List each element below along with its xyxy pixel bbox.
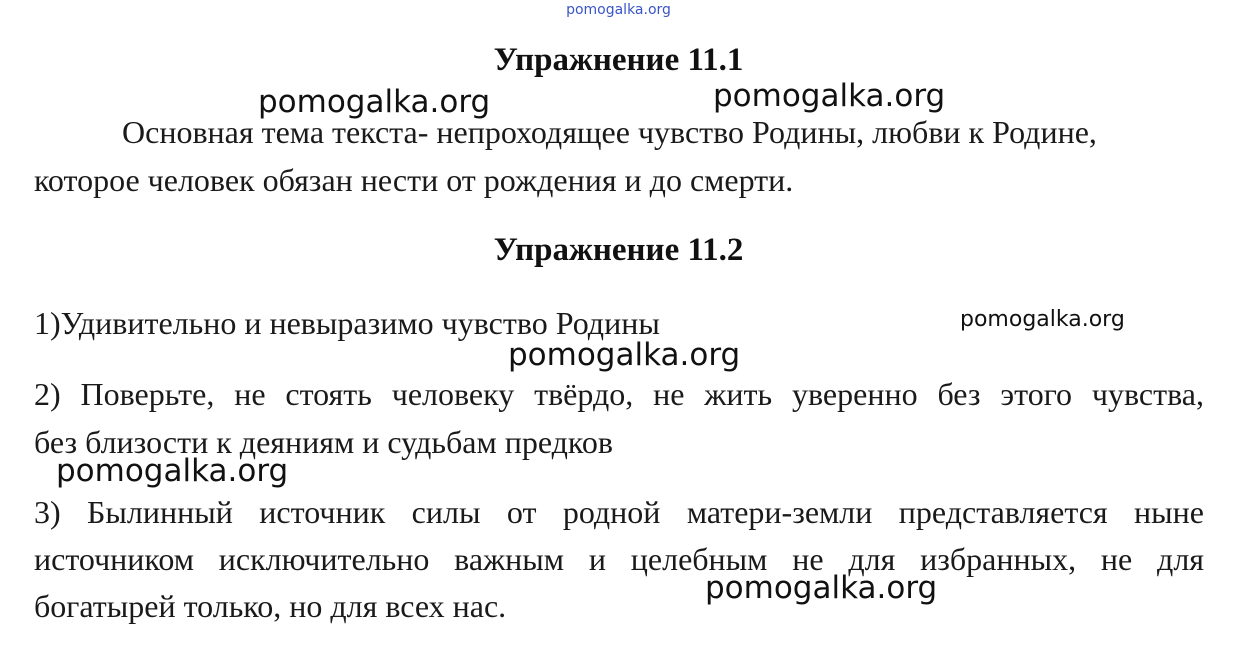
exercise-11-2-item-1: 1)Удивительно и невыразимо чувство Родины (34, 305, 660, 341)
watermark: pomogalka.org (960, 307, 1125, 332)
top-watermark: pomogalka.org (566, 2, 671, 18)
exercise-11-2-item-2-line-1: 2) Поверьте, не стоять человеку твёрдо, не жить уверенно без этого чувства, (34, 376, 1204, 412)
watermark: pomogalka.org (508, 337, 741, 373)
exercise-11-1-heading: Упражнение 11.1 (493, 42, 744, 78)
exercise-11-2-heading: Упражнение 11.2 (493, 232, 744, 268)
exercise-11-2-item-3-line-1: 3) Былинный источник силы от родной матери-земли представляется ныне (34, 494, 1204, 530)
exercise-11-2-item-3-line-3: богатырей только, но для всех нас. (34, 588, 507, 624)
exercise-11-1-line-2: которое человек обязан нести от рождения и до смерти. (34, 162, 794, 198)
watermark: pomogalka.org (258, 84, 491, 120)
watermark: pomogalka.org (705, 570, 938, 606)
exercise-11-2-item-3-line-2: источником исключительно важным и целебным не для избранных, не для (34, 541, 1204, 577)
watermark: pomogalka.org (56, 453, 289, 489)
exercise-11-1-line-1: Основная тема текста- непроходящее чувство Родины, любви к Родине, (122, 114, 1097, 150)
exercise-11-2-item-2-line-2: без близости к деяниям и судьбам предков (34, 424, 613, 460)
watermark: pomogalka.org (713, 78, 946, 114)
